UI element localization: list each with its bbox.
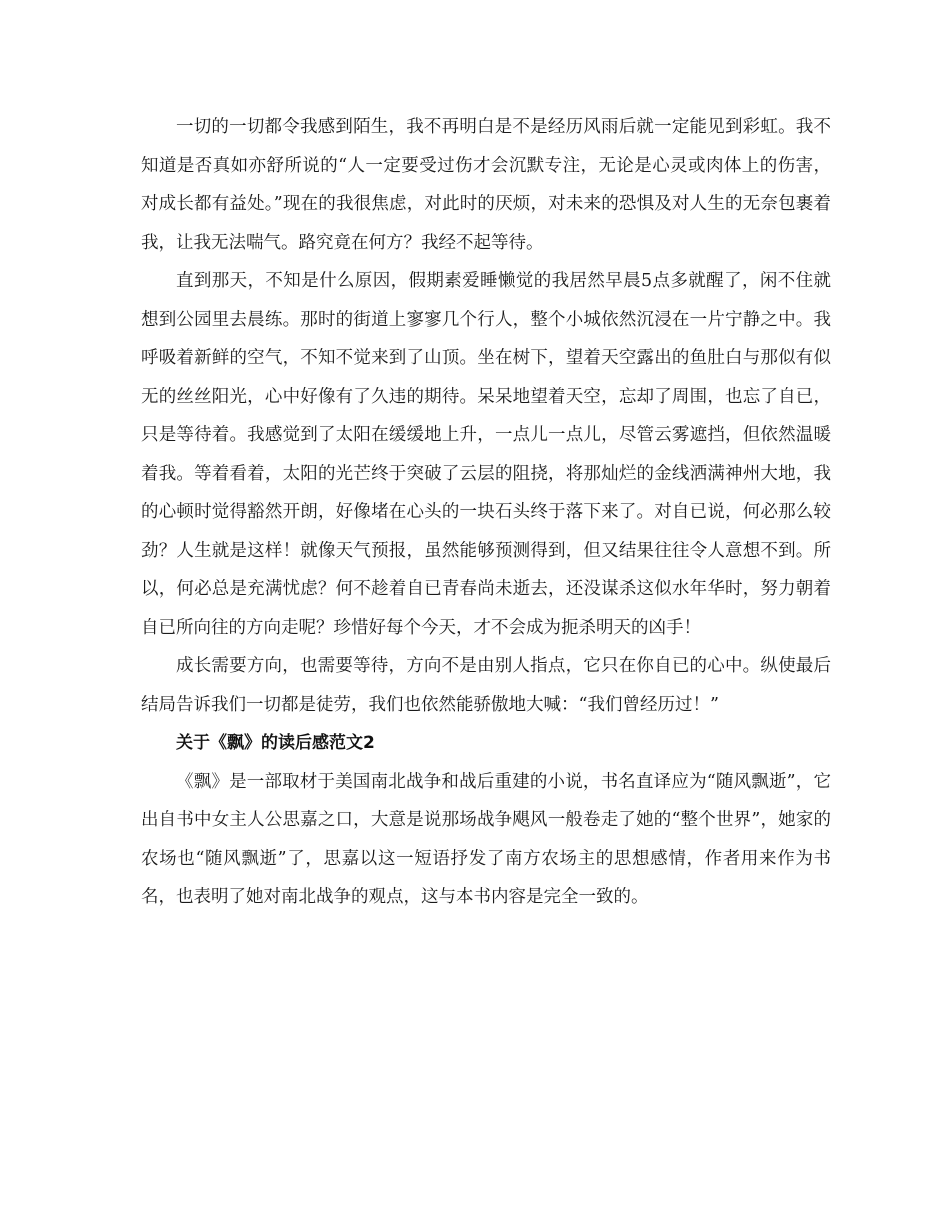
section-heading: 关于《飘》的读后感范文2 bbox=[176, 733, 375, 753]
document-body bbox=[141, 108, 831, 917]
paragraph-3: 成长需要方向，也需要等待，方向不是由别人指点，它只在你自已的心中。纵使最后结局告诉我们一切都是徒劳，我们也依然能骄傲地大喊：“我们曾经历过！” bbox=[141, 656, 831, 715]
paragraph-4: 《飘》是一部取材于美国南北战争和战后重建的小说，书名直译应为“随风飘逝”，它出自书中女主人公思嘉之口，大意是说那场战争飓风一般卷走了她的“整个世界”，她家的农场也“随风飘逝”了，思嘉以这一短语抒发了南方农场主的思想感情，作者用来作为书名，也表明了她对南北战争的观点，这与本书内容是完全一致的。 bbox=[141, 771, 831, 907]
paragraph-2: 直到那天，不知是什么原因，假期素爱睡懒觉的我居然早晨5点多就醒了，闲不住就想到公园里去晨练。那时的街道上寥寥几个行人，整个小城依然沉浸在一片宁静之中。我呼吸着新鲜的空气，不知不觉来到了山顶。坐在树下，望着天空露出的鱼肚白与那似有似无的丝丝阳光，心中好像有了久违的期待。呆呆地望着天空，忘却了周围，也忘了自已，只是等待着。我感觉到了太阳在缓缓地上升，一点儿一点儿，尽管云雾遮挡，但依然温暖着我。等着看着，太阳的光芒终于突破了云层的阻挠，将那灿烂的金线洒满神州大地，我的心顿时觉得豁然开朗，好像堵在心头的一块石头终于落下来了。对自已说，何必那么较劲？人生就是这样！就像天气预报，虽然能够预测得到，但又结果往往令人意想不到。所以，何必总是充满忧虑？何不趁着自已青春尚未逝去，还没谋杀这似水年华时，努力朝着自已所向往的方向走呢？珍惜好每个今天，才不会成为扼杀明天的凶手！ bbox=[141, 271, 831, 638]
paragraph-1: 一切的一切都令我感到陌生，我不再明白是不是经历风雨后就一定能见到彩虹。我不知道是否真如亦舒所说的“人一定要受过伤才会沉默专注，无论是心灵或肉体上的伤害，对成长都有益处。”现在的我很焦虑，对此时的厌烦，对未来的恐惧及对人生的无奈包裹着我，让我无法喘气。路究竟在何方？我经不起等待。 bbox=[141, 117, 831, 253]
